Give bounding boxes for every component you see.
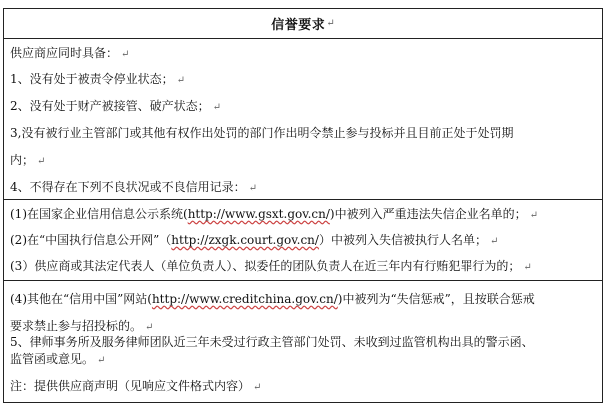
sub-item-1-suffix: )中被列入严重违法失信企业名单的；	[329, 207, 527, 221]
sub-item-4-line-1	[10, 292, 598, 306]
row-divider	[4, 280, 602, 281]
sub-item-4-text-cont: 要求禁止参与招投标的。	[10, 319, 143, 333]
gsxt-link[interactable]: http://www.gsxt.gov.cn/	[187, 207, 330, 221]
return-mark-icon: ↵	[489, 236, 499, 247]
requirement-1-text: 1、没有处于被责令停业状态；	[10, 72, 174, 86]
requirement-2-text: 2、没有处于财产被接管、破产状态；	[10, 99, 210, 113]
requirement-5-line-2	[10, 352, 598, 368]
requirement-5-line-1	[10, 335, 598, 349]
requirement-4	[10, 180, 598, 196]
requirement-4-text: 4、不得存在下列不良状况或不良信用记录：	[10, 180, 246, 194]
return-mark-icon: ↵	[145, 322, 154, 333]
requirement-2	[10, 99, 598, 115]
return-mark-icon: ↵	[176, 75, 186, 86]
return-mark-icon: ↵	[121, 49, 130, 60]
return-mark-icon: ↵	[326, 18, 335, 29]
note-text: 注：提供供应商声明（见响应文件格式内容）	[10, 379, 251, 393]
zxgk-link[interactable]: http://zxgk.court.gov.cn/	[171, 233, 319, 247]
requirement-5-text-cont: 监管函或意见。	[10, 352, 95, 366]
sub-item-3-text: (3）供应商或其法定代表人（单位负责人）、拟委任的团队负责人在近三年内有行贿犯罪行为的；	[10, 259, 521, 273]
sub-item-4-prefix: (4)其他在“信用中国”网站(	[10, 292, 152, 306]
return-mark-icon: ↵	[253, 382, 262, 393]
title-row	[4, 9, 602, 39]
sub-item-1-prefix: (1)在国家企业信用信息公示系统(	[10, 207, 188, 221]
requirement-3-line-1	[10, 126, 598, 140]
requirement-3-text-cont: 内；	[10, 153, 35, 167]
sub-item-3	[10, 259, 598, 275]
requirement-3-line-2	[10, 153, 598, 169]
return-mark-icon: ↵	[212, 102, 222, 113]
return-mark-icon: ↵	[37, 156, 46, 167]
creditchina-link[interactable]: http://www.creditchina.gov.cn/	[151, 292, 338, 306]
table-title: 信誉要求	[271, 18, 326, 33]
sub-item-4-suffix: )中被列为“失信惩戒”，且按联合惩戒	[337, 292, 535, 306]
requirement-1	[10, 72, 598, 88]
sub-item-4-line-2	[10, 319, 598, 335]
requirement-5-text: 5、律师事务所及服务律师团队近三年未受过行政主管部门处罚、未收到过监管机构出具的警示函、	[10, 335, 534, 349]
return-mark-icon: ↵	[529, 210, 538, 221]
return-mark-icon: ↵	[523, 262, 532, 273]
credit-requirements-table	[3, 8, 603, 403]
return-mark-icon: ↵	[97, 355, 106, 366]
sub-item-2-prefix: (2)在“中国执行信息公开网”（	[10, 233, 172, 247]
intro-text: 供应商应同时具备：	[10, 46, 119, 60]
row-divider	[4, 199, 602, 200]
sub-item-2	[10, 233, 598, 249]
return-mark-icon: ↵	[248, 183, 258, 194]
sub-item-1	[10, 207, 598, 223]
note-line	[10, 379, 598, 395]
sub-item-2-suffix: ）中被列入失信被执行人名单；	[318, 233, 487, 247]
requirement-3-text: 3,没有被行业主管部门或其他有权作出处罚的部门作出明令禁止参与投标并且目前正处于处罚期	[10, 126, 514, 140]
intro-line	[10, 46, 598, 62]
